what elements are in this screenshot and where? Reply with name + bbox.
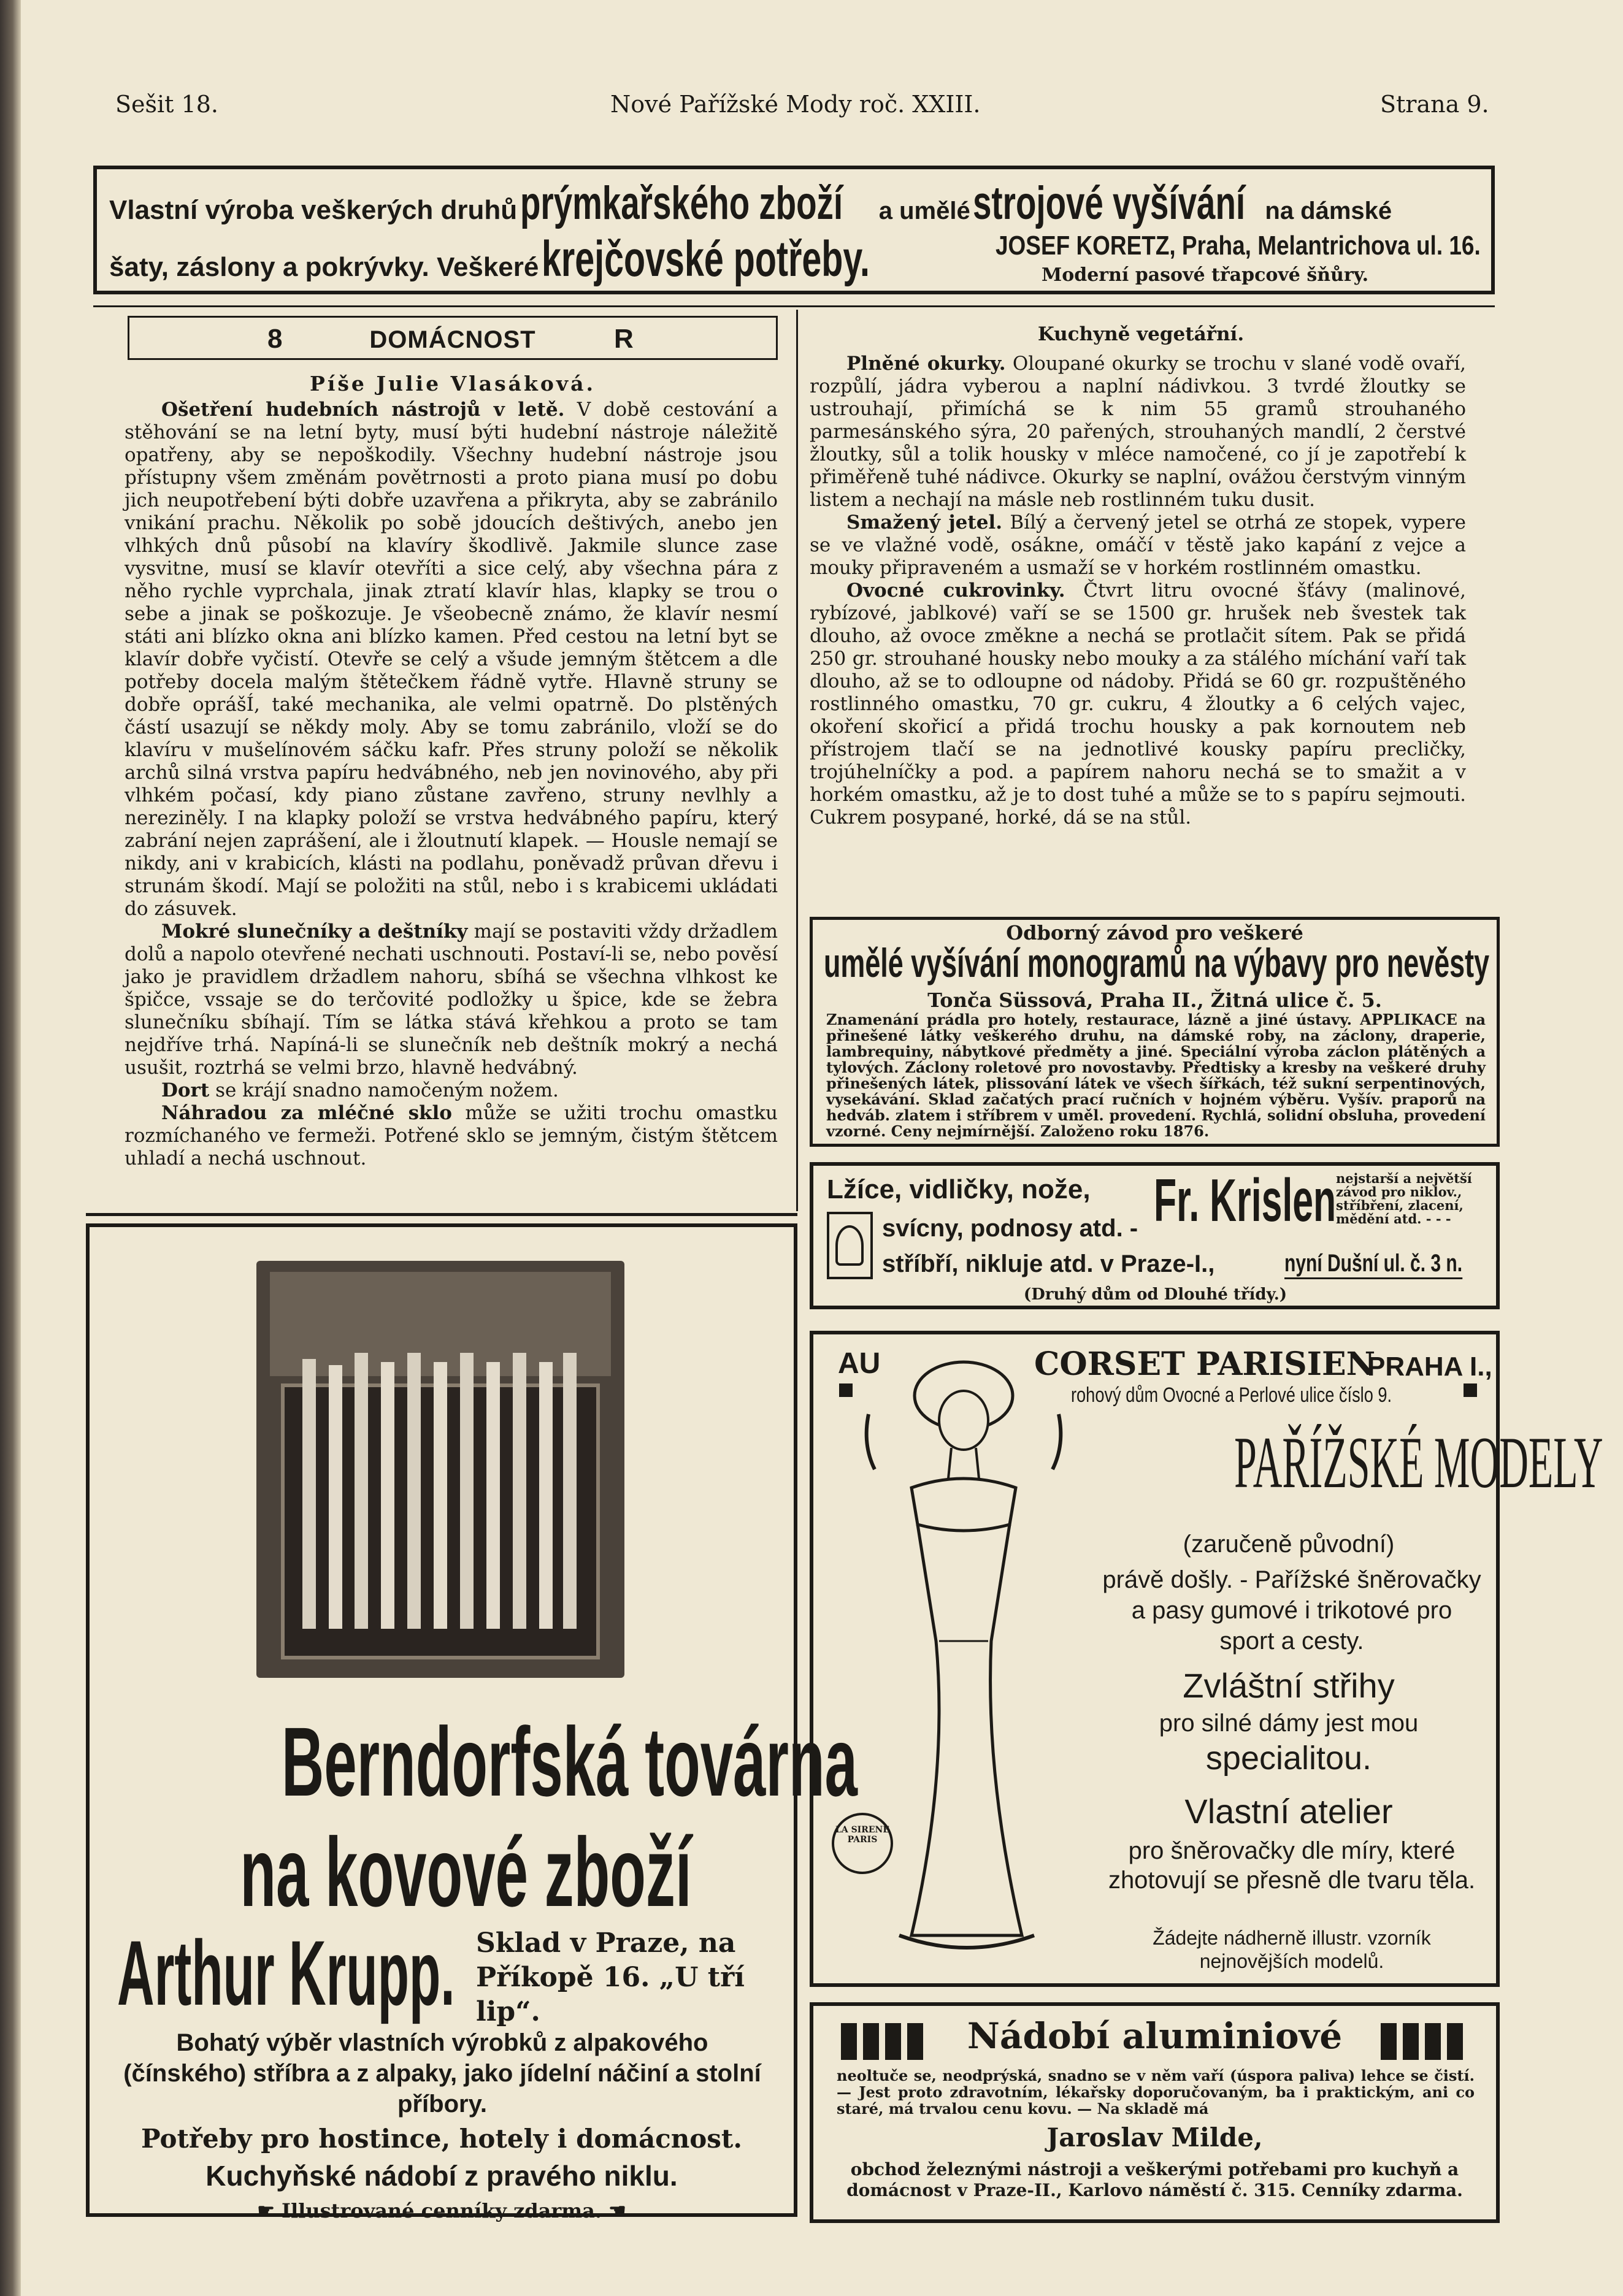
corset-badge: LA SIRENE PARIS [835,1825,889,1845]
top-ad-l2c: JOSEF KORETZ, Praha, Melantrichova ul. 16. [996,231,1481,261]
hand-right-icon: ☚ [608,2199,626,2222]
krislen-name: Fr. Krislen [1154,1166,1337,1234]
corset-au: AU [838,1347,881,1380]
corset-t2: právě došly. - Pařížské šněrovačky a pasy gumové i trikotové pro sport a cesty. [1102,1566,1481,1655]
r1-body: Oloupané okurky se trochu v slané vodě ovaří, rozpůlí, jádra vyberou a naplní nádivkou. 3 tvrdé žloutky se ustrouhají, přimíchá se k nim 55 gramů strouhaného parmesánského sýra, 20 pařených, strouhaných mandlí, 2 čerstvé žloutky, sůl a tolik housky v mléce namočené, co jí je zapotřebí k přiměřeně tuhé nádivce. Okurky se naplní, ovážou čerstvým vinným listem a nechají na másle neb rostlinném tuku dusit. [810,353,1466,511]
domacnost-text [125,399,778,1170]
susser-l4: Znamenání prádla pro hotely, restaurace, lázně a jiné ústavy. APPLIKACE na přinešené látky veškerého druhu, na dámské roby, na záclony, draperie, lambrequiny, nábytkové předměty a jiné. Speciální výroba záclon plátěných a tylových. Záclony roletové pro novostavby. Předtisky a kresby na veškeré druhy přinešených látek, plissování látek ve všech šířkách, též sukní serpentinových, vysekávání. Sklad začatých prací ručních v hojném výběru. Vyšív. praporů na hedváb. zlatem i stříbrem v uměl. provedení. Rychlá, solidní obsluha, provedení vzorné. Ceny nejmírnější. Založeno roku 1876. [826,1011,1486,1140]
corset-models: PAŘÍŽSKÉ MODELY [1234,1422,1603,1503]
top-ad-l1b: prýmkařského zboží [520,177,843,229]
corset-t1: (zaručeně původní) [1183,1531,1395,1558]
berndorf-l3: Arthur Krupp. [117,1921,455,2024]
corset-t5: specialitou. [1205,1740,1372,1777]
p4-body: může se užiti trochu omastku rozmíchaného ve fermeži. Potřené sklo se jemným, čistým štětcem uhladí a nechá uschnout. [125,1102,778,1169]
krislen-l4: (Druhý dům od Dlouhé třídy.) [1023,1285,1287,1304]
top-ad-l1e: na dámské [1265,197,1392,224]
domacnost-heading-box [128,316,778,360]
milde-title: Nádobí aluminiové [967,2015,1343,2057]
ornament-left-icon: 8 [267,324,283,354]
ad-berndorf [86,1223,858,2222]
krislen-addr: nyní Dušní ul. č. 3 n. [1284,1250,1462,1279]
corset-square-right-icon [1464,1383,1477,1397]
kuchyne-title: Kuchyně vegetářní. [1037,323,1245,345]
corset-addr: rohový dům Ovocné a Perlové ulice číslo 9. [1071,1383,1392,1407]
cutlery-box-image [256,1261,624,1678]
p1-body: V době cestování a stěhování se na letní byty, musí býti hudební nástroje náležitě opatřeny, aby se nepoškodily. Všechny hudební nástroje jsou přístupny všem změnám povětrnosti a proto piana musí po dobu jich neupotřebení býti dobře uzavřena a přikryta, aby se zabránilo vnikání prachu. Několik po sobě jdoucích deštivých, anebo jen vlhkých dnů působí na klavíry škodlivě. Jakmile slunce zase vysvitne, musí se klavír otevříti a sice celý, aby všechna pára z něho rychle vyprchala, jinak ztratí klavír hlas, klapky se trou o sebe a jinak se poškozuje. Je všeobecně známo, že klavír nesmí státi ani blízko okna ani blízko kamen. Před cestou na letní byt se klavír dobře vyčistí. Otevře se celý a všude jemným štětcem a dle potřeby docela malým štětečkem řádně vytře. Hlavně struny se dobře oprášÍ, také mechanika, ale velmi opatrně. Do plstěných částí usazují se někdy moly. Aby se tomu zabránilo, vloží se do klavíru v mušelínovém sáčku kafr. Přes struny položí se několik archů silná vrstva papíru hedvábného, neb jen novinového, aby při vlhkém počasí, kdy piano zůstane zavřeno, struny nevlhly a nereziněly. I na klapky položí se vrstva hedvábného papíru, který zabrání nejen zaprášení, ale i žloutnutí klapek. — Housle nemají se nikdy, ani v krabicích, klásti na podlahu, poněvadž průvan dřevu i strunám škodí. Mají se položiti na stůl, nebo i s krabicemi ukládati do zásuvek. [125,399,778,920]
corset-lady-image [826,1347,1095,1978]
top-ad-l2b: krejčovské potřeby. [541,231,870,287]
kuchyne-text [810,353,1466,829]
berndorf-l4: Bohatý výběr vlastních výrobků z alpakového (čínského) stříbra a z alpaky, jako jídelní náčiní a stolní příbory. [123,2029,761,2118]
top-ad-l2a: šaty, záslony a pokrývky. Veškeré [109,252,539,282]
berndorf-l1: Berndorfská továrna [281,1707,858,1816]
corset-t7: pro šněrovačky dle míry, které zhotovují se přesně dle tvaru těla. [1108,1837,1476,1894]
ad-corset [810,1331,1603,1987]
p4-title: Náhradou za mléčné sklo [161,1102,452,1124]
top-rule [93,305,1495,307]
berndorf-l6: Kuchyňské nádobí z pravého niklu. [205,2160,678,2192]
krislen-side: nejstarší a největší závod pro niklov., stříbření, zlacení, mědění atd. - - - [1336,1171,1472,1226]
corset-t3: Zvláštní střihy [1183,1666,1395,1705]
domacnost-author: Píše Julie Vlasáková. [310,372,596,396]
p3-body: se krájí snadno namočeným nožem. [215,1079,559,1101]
column-divider [796,310,798,1211]
header-page: Strana 9. [1380,91,1489,118]
r3-body: Čtvrt litru ovocné šťávy (malinové, rybízové, jablkové) vaří se se 1500 gr. hrušek neb švestek tak dlouho, až ovoce změkne a nechá se protlačit sítem. Pak se přidá 250 gr. strouhané housky nebo mouky a za stálého míchání vaří tak dlouho, až se to odloupne od nádoby. Přidá se 60 gr. rozpuštěného rostlinného omastku, 70 gr. cukru, 4 žloutky a 6 celých vajec, okoření skořicí a přidá trochu housky a pak kornoutem neb přístrojem tlačí se na jednotlivé kousky papíru precličky, trojúhelníčky a pod. a papírem nahoru nechá se to smažit a v horkém omastku, až je to dost tuhé a může se to s papíru sejmouti. Cukrem posypané, horké, dá se na stůl. [810,580,1466,828]
top-ad [93,166,1495,294]
krislen-l1: Lžíce, vidličky, nože, [827,1174,1091,1204]
corset-t8: Žádejte nádherně illustr. vzorník nejnovějších modelů. [1153,1927,1431,1972]
berndorf-rule [86,1213,797,1216]
berndorf-l3b: Sklad v Praze, na Příkopě 16. „U tří lip“. [476,1927,745,2027]
milde-ornament-right-icon [1381,2023,1467,2060]
susser-l3: Tonča Süssová, Praha II., Žitná ulice č. 5. [927,989,1382,1012]
krislen-l3: stříbří, nikluje atd. v Praze-I., [882,1250,1215,1277]
berndorf-l2: na kovové zboží [240,1817,692,1927]
ad-milde [810,2002,1500,2223]
p3-title: Dort [161,1079,210,1101]
hand-left-icon: ☛ [257,2199,275,2222]
r3-title: Ovocné cukrovinky. [846,580,1065,602]
top-ad-l1c: a umělé [878,197,970,224]
krislen-logo-icon [827,1212,873,1279]
ornament-right-icon: R [614,324,634,354]
domacnost-title: DOMÁCNOST [369,326,536,353]
milde-l1: neoltuče se, neodprýská, snadno se v něm vaří (úspora paliva) lehce se čistí. — Jest proto zdravotním, lékařsky doporučovaným, ba i praktickým, ani co staré, má trvalou cenu kovu. — Na skladě má [837,2067,1475,2118]
berndorf-l5: Potřeby pro hostince, hotely i domácnost. [141,2124,742,2154]
corset-t4: pro silné dámy jest mou [1159,1710,1419,1737]
p2-body: mají se postaviti vždy držadlem dolů a napolo otevřené nechati uschnouti. Postaví-li se, nebo pověsí jako je pravidlem držadlem nahoru, sbíhá se všechna vlhkost ke špičce, vssaje se do terčovité podložky u špice, kde se žebra slunečníku sbíhají. Tím se látka stává křehkou a proto se tam nejdříve trhá. Napíná-li se slunečník neb deštník mokrý a nechá usušit, roztrhá se velmi brzo, hlavně hedvábný. [125,920,778,1079]
header-title: Nové Pařížské Mody roč. XXIII. [610,91,981,118]
corset-t6: Vlastní atelier [1184,1792,1393,1831]
r2-body: Bílý a červený jetel se otrhá ze stopek, vypere se ve vlažné vodě, osákne, omáčí v těstě jako kapání z vejce a mouky připraveném a usmaží se v horkém rostlinném omastku. [810,511,1467,579]
r1-title: Plněné okurky. [846,353,1006,375]
corset-title: CORSET PARISIEN [1034,1345,1376,1383]
p1-title: Ošetření hudebních nástrojů v letě. [161,399,565,421]
milde-name: Jaroslav Milde, [1046,2122,1263,2152]
page-spine [0,0,21,2296]
r2-title: Smažený jetel. [846,511,1003,534]
corset-city: PRAHA I., [1367,1352,1492,1382]
ad-susser [810,917,1500,1147]
top-ad-l2d: Moderní pasové třapcové šňůry. [1042,264,1369,286]
ad-krislen [810,1162,1500,1309]
susser-l2: umělé vyšívání monogramů na výbavy pro nevěsty [824,940,1490,985]
krislen-l2: svícny, podnosy atd. - [882,1215,1138,1242]
top-ad-l1a: Vlastní výroba veškerých druhů [109,195,518,225]
susser-l1: Odborný závod pro veškeré [1006,921,1303,944]
p2-title: Mokré slunečníky a deštníky [161,920,468,943]
header-issue: Sešit 18. [115,91,218,118]
milde-l2: obchod železnými nástroji a veškerými potřebami pro kuchyň a domácnost v Praze-II., Karlovo náměstí č. 315. Cenníky zdarma. [846,2159,1463,2200]
top-ad-l1d: strojové vyšívání [973,177,1246,229]
berndorf-l7: Illustrované cenníky zdarma. [282,2199,602,2222]
